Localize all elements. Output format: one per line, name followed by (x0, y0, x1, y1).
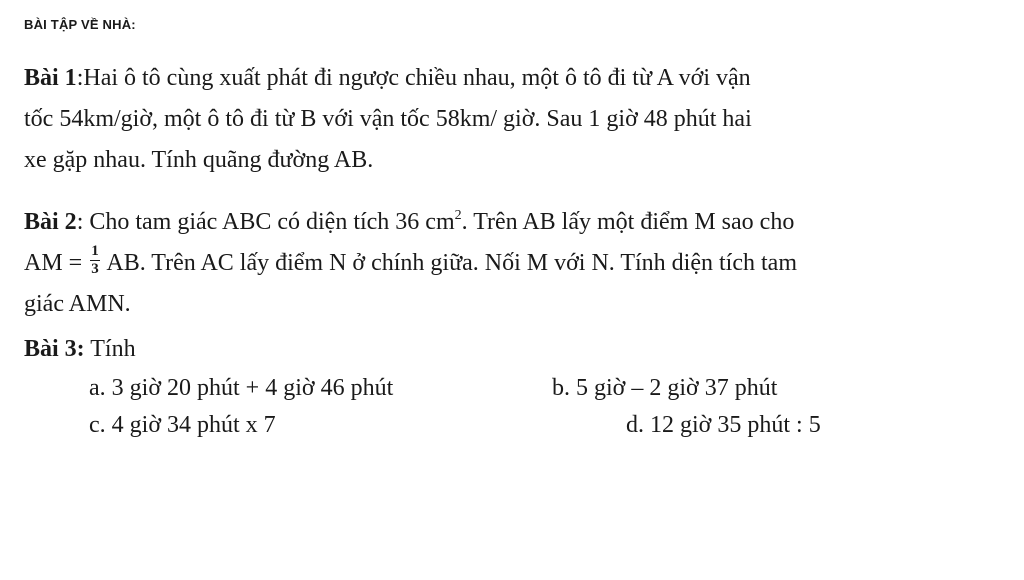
problem-2 (24, 202, 1009, 325)
page-heading: BÀI TẬP VỀ NHÀ: (24, 17, 136, 32)
area-unit-exponent: 2 (454, 208, 462, 223)
problem-3-exercises (24, 368, 1009, 450)
problem-3 (24, 329, 1009, 370)
exercise-b: b. 5 giờ – 2 giờ 37 phút (552, 375, 778, 401)
problem-2-text-c: AM = (24, 250, 89, 276)
problem-2-text-b: . Trên AB lấy một điểm M sao cho (461, 209, 795, 235)
problem-1-line-3: xe gặp nhau. Tính quãng đường AB. (24, 147, 374, 173)
problem-2-text-a: : Cho tam giác ABC có diện tích 36 cm (76, 209, 455, 235)
problem-2-text-e: giác AMN. (24, 291, 131, 317)
problem-3-label: Bài 3: (24, 336, 85, 362)
fraction-denominator: 3 (91, 260, 99, 277)
exercise-c: c. 4 giờ 34 phút x 7 (89, 412, 276, 438)
problem-3-title: Tính (84, 336, 136, 362)
document-body (24, 58, 1009, 450)
problem-1-label: Bài 1 (24, 65, 77, 91)
problem-1 (24, 58, 1009, 181)
problem-1-line-2: tốc 54km/giờ, một ô tô đi từ B với vận tốc 58km/ giờ. Sau 1 giờ 48 phút hai (24, 106, 752, 132)
problem-2-text-d: AB. Trên AC lấy điểm N ở chính giữa. Nối M với N. Tính diện tích tam (101, 250, 797, 276)
exercise-d: d. 12 giờ 35 phút : 5 (626, 412, 821, 438)
exercise-a: a. 3 giờ 20 phút + 4 giờ 46 phút (89, 375, 394, 401)
problem-2-label: Bài 2 (24, 209, 77, 235)
problem-1-line-1: :Hai ô tô cùng xuất phát đi ngược chiều nhau, một ô tô đi từ A với vận (76, 65, 751, 91)
fraction-one-third (90, 244, 100, 277)
fraction-numerator: 1 (91, 242, 99, 259)
